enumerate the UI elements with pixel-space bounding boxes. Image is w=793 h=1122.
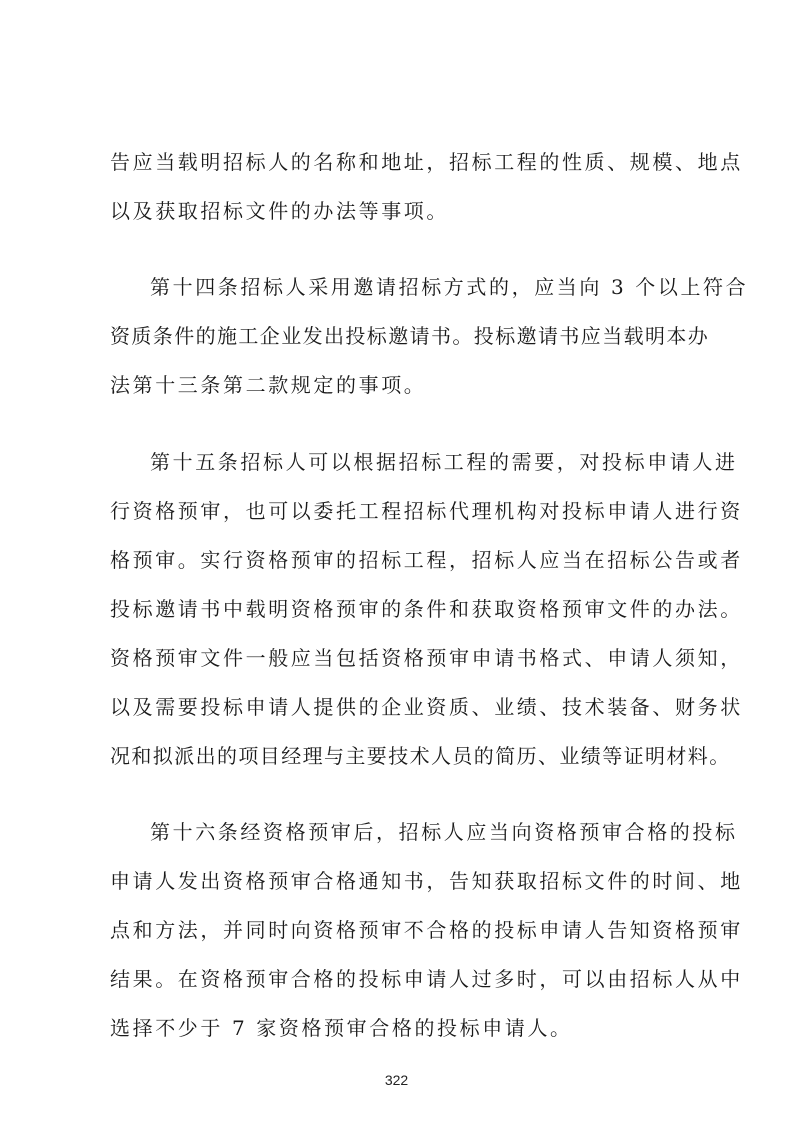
paragraph-line: 点和方法，并同时向资格预审不合格的投标申请人告知资格预审 <box>110 918 743 942</box>
paragraph-line: 以及获取招标文件的办法等事项。 <box>110 199 449 223</box>
paragraph-line: 资格预审文件一般应当包括资格预审申请书格式、申请人须知， <box>110 646 743 670</box>
paragraph-line: 资质条件的施工企业发出投标邀请书。投标邀请书应当载明本办 <box>110 324 710 348</box>
paragraph-line: 第十五条招标人可以根据招标工程的需要，对投标申请人进 <box>150 450 738 474</box>
paragraph-line: 第十六条经资格预审后，招标人应当向资格预审合格的投标 <box>150 820 738 844</box>
paragraph-line: 申请人发出资格预审合格通知书，告知获取招标文件的时间、地 <box>110 869 743 893</box>
paragraph-line: 法第十三条第二款规定的事项。 <box>110 373 427 397</box>
paragraph-line: 以及需要投标申请人提供的企业资质、业绩、技术装备、财务状 <box>110 695 743 719</box>
paragraph-line: 结果。在资格预审合格的投标申请人过多时，可以由招标人从中 <box>110 967 743 991</box>
paragraph-line: 选择不少于 7 家资格预审合格的投标申请人。 <box>110 1016 573 1040</box>
paragraph-line: 格预审。实行资格预审的招标工程，招标人应当在招标公告或者 <box>110 548 743 572</box>
paragraph-line: 况和拟派出的项目经理与主要技术人员的简历、业绩等证明材料。 <box>110 744 731 768</box>
paragraph-line: 第十四条招标人采用邀请招标方式的，应当向 3 个以上符合 <box>150 275 749 299</box>
paragraph-line: 告应当载明招标人的名称和地址，招标工程的性质、规模、地点 <box>110 150 743 174</box>
paragraph-line: 行资格预审，也可以委托工程招标代理机构对投标申请人进行资 <box>110 499 743 523</box>
page-number: 322 <box>384 1072 409 1088</box>
paragraph-line: 投标邀请书中载明资格预审的条件和获取资格预审文件的办法。 <box>110 597 743 621</box>
